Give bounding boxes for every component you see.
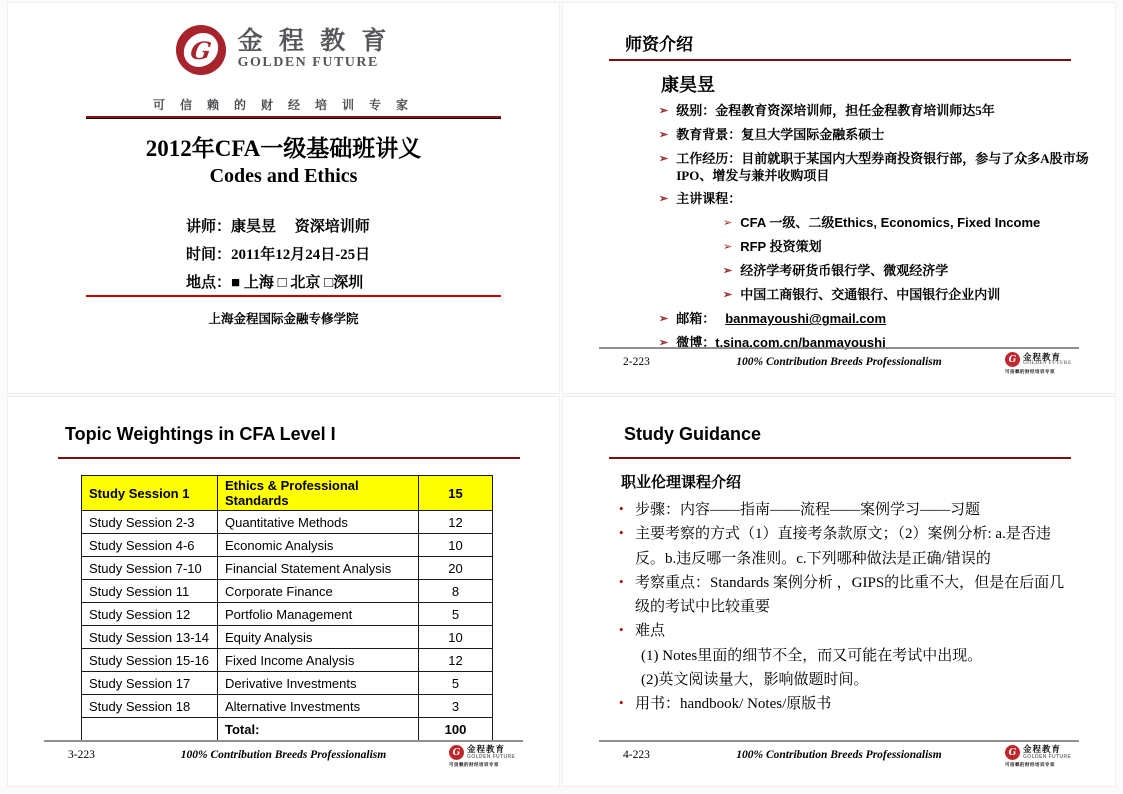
arrow-bullet-icon: ➢ <box>659 129 669 141</box>
company-logo <box>8 25 559 75</box>
list-item <box>619 619 1074 643</box>
cell-session: Study Session 17 <box>82 672 218 695</box>
arrow-bullet-icon: ➢ <box>723 217 733 230</box>
bullet-text: 教育背景：复旦大学国际金融系硕士 <box>676 127 885 142</box>
table-row <box>82 580 493 603</box>
header-cell: Ethics & Professional Standards <box>218 476 419 511</box>
footer-logo-tagline: 可信赖的财经培训专家 <box>1005 368 1055 374</box>
cell-weight: 100 <box>419 718 493 741</box>
cell-weight: 5 <box>419 672 493 695</box>
footer-logo-tagline: 可信赖的财经培训专家 <box>1005 761 1055 767</box>
table-row <box>82 557 493 580</box>
date-value: 2011年12月24日-25日 <box>231 247 371 263</box>
arrow-bullet-icon: ➢ <box>659 313 669 326</box>
course-text: 经济学考研货币银行学、微观经济学 <box>740 263 949 279</box>
instructor-bullet-list <box>659 103 1089 359</box>
arrow-bullet-icon: ➢ <box>723 265 733 278</box>
table-total-row <box>82 718 493 741</box>
course-item <box>723 239 1089 256</box>
logo-tagline: 可 信 赖 的 财 经 培 训 专 家 <box>152 98 414 112</box>
dot-bullet-icon: • <box>619 573 624 589</box>
list-item <box>619 692 1074 716</box>
footer-motto: 100% Contribution Breeds Professionalism <box>736 749 942 761</box>
footer-divider <box>599 740 1079 742</box>
title-underline <box>609 59 1071 61</box>
cell-session: Study Session 2-3 <box>82 511 218 534</box>
divider-rule <box>86 116 501 119</box>
cell-topic: Economic Analysis <box>218 534 419 557</box>
arrow-bullet-icon: ➢ <box>723 289 733 302</box>
cell-session: Study Session 12 <box>82 603 218 626</box>
cell-topic: Alternative Investments <box>218 695 419 718</box>
section-subtitle: 职业伦理课程介绍 <box>621 475 742 491</box>
page-number: 3-223 <box>68 749 95 761</box>
location-line <box>186 269 370 297</box>
cell-topic: Portfolio Management <box>218 603 419 626</box>
location-label: 地点： <box>186 275 232 291</box>
guidance-bullet-list <box>619 498 1074 717</box>
header-cell: Study Session 1 <box>82 476 218 511</box>
slide-title: Study Guidance <box>624 424 762 444</box>
dot-bullet-icon: • <box>619 695 624 711</box>
footer-logo <box>1005 745 1077 768</box>
institute-name: 上海金程国际金融专修学院 <box>208 312 359 326</box>
list-item <box>659 191 1089 208</box>
slide-page-instructor <box>562 2 1116 394</box>
slide-title: Topic Weightings in CFA Level I <box>65 424 336 444</box>
cell-weight: 12 <box>419 649 493 672</box>
lecturer-line <box>186 213 370 241</box>
cell-session <box>82 718 218 741</box>
bullet-text: 主要考察的方式（1）直接考条款原文；（2）案例分析: a.是否违反。b.违反哪一条准则。c.下列哪种做法是正确/错误的 <box>635 526 1051 567</box>
cell-weight: 8 <box>419 580 493 603</box>
footer-divider <box>599 347 1079 349</box>
divider-rule-red <box>86 295 501 297</box>
page-number: 2-223 <box>623 356 650 368</box>
slide-footer <box>599 347 1079 383</box>
list-item <box>659 127 1089 144</box>
cell-session: Study Session 11 <box>82 580 218 603</box>
list-item-continuation <box>619 644 1074 668</box>
date-label: 时间： <box>186 247 232 263</box>
title-underline <box>58 457 520 459</box>
course-text: RFP 投资策划 <box>740 239 822 255</box>
arrow-bullet-icon: ➢ <box>659 153 669 165</box>
footer-logo-en: GOLDEN FUTURE <box>1023 753 1072 760</box>
list-item <box>659 103 1089 120</box>
lecturer-value: 康昊昱 资深培训师 <box>231 219 370 235</box>
footer-logo-tagline: 可信赖的财经培训专家 <box>449 761 499 767</box>
company-seal-icon <box>176 25 226 75</box>
course-item <box>723 263 1089 280</box>
title-underline <box>609 457 1071 459</box>
footer-logo-cn: 金程教育 <box>467 744 506 755</box>
instructor-name: 康昊昱 <box>661 75 715 95</box>
bullet-text: (1) Notes里面的细节不全，而又可能在考试中出现。 <box>641 647 983 664</box>
cell-topic: Corporate Finance <box>218 580 419 603</box>
list-item <box>619 498 1074 522</box>
arrow-bullet-icon: ➢ <box>659 105 669 117</box>
logo-name-cn: 金 程 教 育 <box>237 27 392 55</box>
course-item <box>723 287 1089 304</box>
bullet-text: 工作经历：目前就职于某国内大型券商投资银行部，参与了众多A股市场IPO、增发与兼并收购项目 <box>676 151 1089 183</box>
logo-wordmark <box>238 29 392 71</box>
weibo-label: 微博： <box>676 335 716 351</box>
list-item <box>619 571 1074 620</box>
bullet-text: 级别：金程教育资深培训师，担任金程教育培训师达5年 <box>676 103 995 118</box>
course-text: 中国工商银行、交通银行、中国银行企业内训 <box>740 287 1001 303</box>
bullet-text: 主讲课程： <box>676 191 742 207</box>
footer-divider <box>44 740 523 742</box>
slide-page-guidance <box>562 396 1116 787</box>
table-row <box>82 649 493 672</box>
slide-page-weightings <box>7 396 560 787</box>
lecturer-label: 讲师： <box>186 219 232 235</box>
slide-footer <box>44 740 523 776</box>
cell-session: Study Session 7-10 <box>82 557 218 580</box>
cell-weight: 10 <box>419 534 493 557</box>
date-line <box>186 241 370 269</box>
list-item <box>659 151 1089 184</box>
email-line <box>659 311 1089 328</box>
location-value: ■ 上海 □ 北京 □深圳 <box>231 275 364 291</box>
arrow-bullet-icon: ➢ <box>659 337 669 350</box>
bullet-text: 步骤：内容——指南——流程——案例学习——习题 <box>635 502 981 518</box>
slide-title: 师资介绍 <box>625 35 693 54</box>
footer-seal-icon: G <box>1005 745 1020 760</box>
course-text: CFA 一级、二级Ethics, Economics, Fixed Income <box>740 215 1041 231</box>
cell-weight: 12 <box>419 511 493 534</box>
page-number: 4-223 <box>623 749 650 761</box>
header-cell: 15 <box>419 476 493 511</box>
weightings-table <box>81 475 493 741</box>
course-item <box>723 215 1089 232</box>
cell-weight: 10 <box>419 626 493 649</box>
logo-name-en: GOLDEN FUTURE <box>237 55 379 71</box>
dot-bullet-icon: • <box>619 622 624 638</box>
slide-footer <box>599 740 1079 776</box>
list-item <box>619 522 1074 571</box>
list-item-continuation <box>619 668 1074 692</box>
cell-session: Study Session 15-16 <box>82 649 218 672</box>
cell-topic: Derivative Investments <box>218 672 419 695</box>
bullet-text: 考察重点：Standards 案例分析 ，GIPS的比重不大，但是在后面几级的考试中比较重要 <box>635 574 1065 616</box>
footer-logo <box>449 745 521 768</box>
footer-motto: 100% Contribution Breeds Professionalism <box>736 356 942 368</box>
email-link[interactable]: banmayoushi@gmail.com <box>725 311 887 327</box>
course-title-en: Codes and Ethics <box>209 165 358 187</box>
cell-session: Study Session 4-6 <box>82 534 218 557</box>
dot-bullet-icon: • <box>619 501 624 516</box>
table-row <box>82 603 493 626</box>
cell-topic: Financial Statement Analysis <box>218 557 419 580</box>
seal-monogram: G <box>181 33 220 67</box>
cell-weight: 20 <box>419 557 493 580</box>
email-label: 邮箱： <box>676 311 716 327</box>
cell-session: Study Session 13-14 <box>82 626 218 649</box>
footer-logo-en: GOLDEN FUTURE <box>467 753 516 760</box>
table-row <box>82 511 493 534</box>
cell-weight: 3 <box>419 695 493 718</box>
weibo-url: t.sina.com.cn/banmayoushi <box>715 335 886 351</box>
footer-logo <box>1005 352 1077 375</box>
course-title-cn: 2012年CFA一级基础班讲义 <box>145 136 422 161</box>
table-row <box>82 534 493 557</box>
dot-bullet-icon: • <box>619 525 624 541</box>
cell-topic: Total: <box>218 718 419 741</box>
table-row <box>82 626 493 649</box>
cell-topic: Equity Analysis <box>218 626 419 649</box>
bullet-text: 用书：handbook/ Notes/原版书 <box>635 696 832 713</box>
table-row <box>82 672 493 695</box>
cell-weight: 5 <box>419 603 493 626</box>
bullet-text: 难点 <box>635 623 666 640</box>
bullet-text: (2)英文阅读量大，影响做题时间。 <box>641 672 869 689</box>
table-header-row <box>82 476 493 511</box>
table-row <box>82 695 493 718</box>
cell-session: Study Session 18 <box>82 695 218 718</box>
cell-topic: Fixed Income Analysis <box>218 649 419 672</box>
footer-logo-cn: 金程教育 <box>1023 744 1062 755</box>
arrow-bullet-icon: ➢ <box>723 241 733 254</box>
course-info-block <box>186 213 370 297</box>
footer-seal-icon: G <box>449 745 464 760</box>
cell-topic: Quantitative Methods <box>218 511 419 534</box>
footer-motto: 100% Contribution Breeds Professionalism <box>180 749 387 761</box>
footer-logo-cn: 金程教育 <box>1023 351 1062 362</box>
slide-page-cover <box>7 2 560 394</box>
arrow-bullet-icon: ➢ <box>659 193 669 206</box>
footer-seal-icon: G <box>1005 352 1020 367</box>
footer-logo-en: GOLDEN FUTURE <box>1023 361 1072 367</box>
